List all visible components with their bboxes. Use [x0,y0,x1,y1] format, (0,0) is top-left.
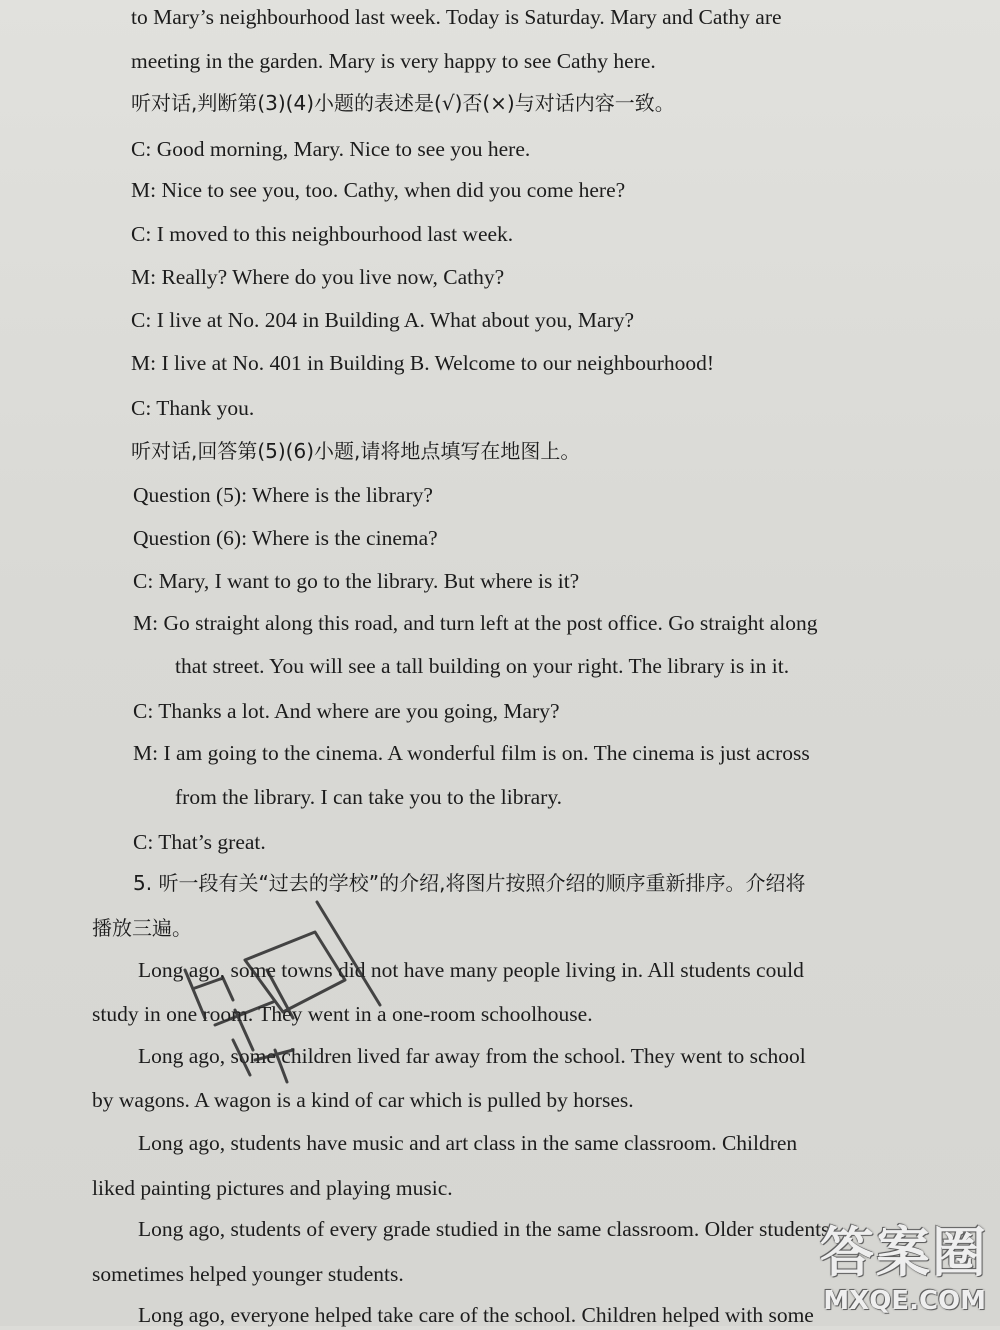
dialogue-line: C: Mary, I want to go to the library. But where is it? [133,569,580,593]
dialogue-line: C: I live at No. 204 in Building A. What about you, Mary? [131,308,635,332]
paragraph-line: liked painting pictures and playing music. [92,1176,453,1200]
dialogue-line: C: Thanks a lot. And where are you going, Mary? [133,699,560,723]
dialogue-line: C: That’s great. [133,830,266,854]
dialogue-line: M: Go straight along this road, and turn left at the post office. Go straight along [133,611,818,635]
paragraph-line: sometimes helped younger students. [92,1262,404,1286]
dialogue-line: C: Thank you. [131,396,255,420]
paragraph-line: Long ago, some towns did not have many people living in. All students could [138,958,804,982]
dialogue-line: M: Nice to see you, too. Cathy, when did you come here? [131,178,626,202]
dialogue-line: M: I live at No. 401 in Building B. Welcome to our neighbourhood! [131,351,715,375]
dialogue-line: M: Really? Where do you live now, Cathy? [131,265,505,289]
paragraph-line: by wagons. A wagon is a kind of car which is pulled by horses. [92,1088,634,1112]
instruction-line: 听对话,判断第(3)(4)小题的表述是(√)否(×)与对话内容一致。 [131,91,675,115]
watermark-logo-text: 答案圈 [820,1221,988,1284]
section-heading: 播放三遍。 [92,916,192,940]
dialogue-line: M: I am going to the cinema. A wonderful film is on. The cinema is just across [133,741,810,765]
text-line: meeting in the garden. Mary is very happy to see Cathy here. [131,49,656,73]
instruction-line: 听对话,回答第(5)(6)小题,请将地点填写在地图上。 [131,439,581,463]
watermark-domain: MXQE.COM [823,1286,986,1316]
dialogue-line: that street. You will see a tall building on your right. The library is in it. [175,654,790,678]
dialogue-line: C: I moved to this neighbourhood last week. [131,222,514,246]
section-heading: 5. 听一段有关“过去的学校”的介绍,将图片按照介绍的顺序重新排序。介绍将 [133,871,806,895]
paragraph-line: Long ago, everyone helped take care of the school. Children helped with some [138,1303,814,1327]
paragraph-line: Long ago, students of every grade studied in the same classroom. Older students [138,1217,830,1241]
dialogue-line: from the library. I can take you to the library. [175,785,563,809]
paragraph-line: study in one room. They went in a one-room schoolhouse. [92,1002,593,1026]
question-line: Question (6): Where is the cinema? [133,526,438,550]
text-line: to Mary’s neighbourhood last week. Today is Saturday. Mary and Cathy are [131,5,782,29]
question-line: Question (5): Where is the library? [133,483,433,507]
paragraph-line: Long ago, some children lived far away from the school. They went to school [138,1044,806,1068]
paragraph-line: Long ago, students have music and art class in the same classroom. Children [138,1131,798,1155]
dialogue-line: C: Good morning, Mary. Nice to see you here. [131,137,531,161]
